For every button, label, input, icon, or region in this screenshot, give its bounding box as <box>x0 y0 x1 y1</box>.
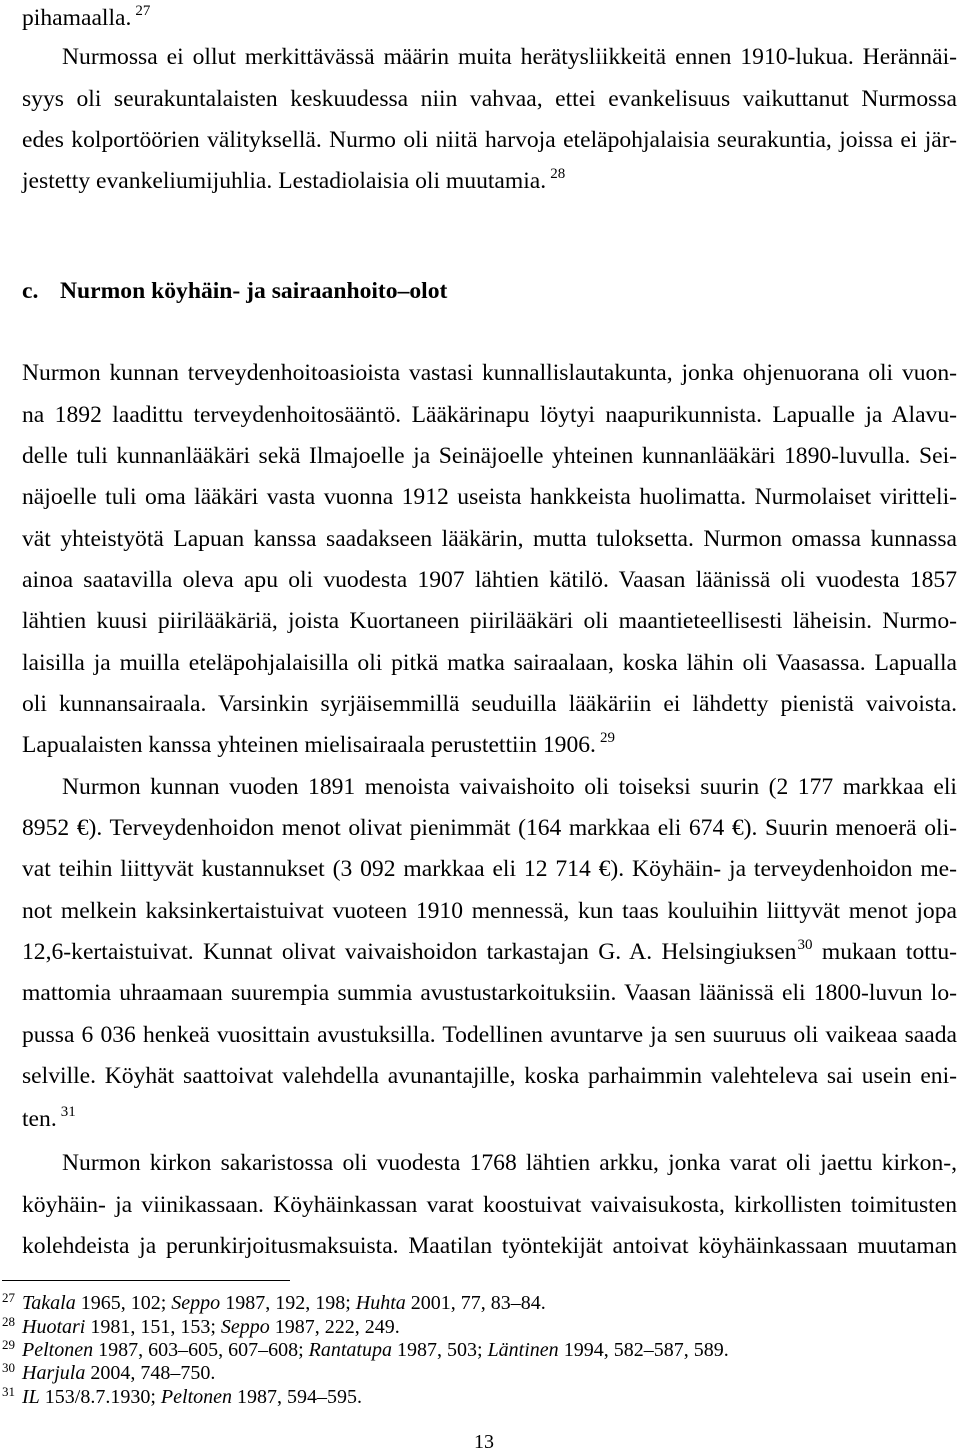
paragraph-1-line <box>22 79 957 120</box>
paragraph-2-line <box>22 436 957 477</box>
paragraph-2-line <box>22 477 957 518</box>
line-text: Nurmon kunnan terveydenhoitoasioista vastasi kunnallislautakunta, jonka ohjenuorana oli vuon- <box>22 360 957 386</box>
footnote-ref: 30 <box>797 937 813 953</box>
paragraph-4-line <box>62 1143 957 1184</box>
line-text: ten. <box>22 1106 57 1132</box>
page-number: 13 <box>474 1431 494 1453</box>
footnote-text: 1987, 192, 198; <box>220 1292 356 1314</box>
footnote-author: Takala <box>22 1292 76 1314</box>
paragraph-3-line <box>22 1099 957 1140</box>
footnote-text: 1965, 102; <box>75 1292 172 1314</box>
footnote-ref: 29 <box>599 730 615 746</box>
line-text: Nurmossa ei ollut merkittävässä määrin muita herätysliikkeitä ennen 1910-lukua. Herännäi- <box>62 44 957 70</box>
line-text: köyhäin- ja viinikassaan. Köyhäinkassan varat koostuivat vaivaisukosta, kirkollisten toimitusten <box>22 1192 957 1218</box>
footnote-author: Seppo <box>220 1316 270 1338</box>
line-text: 12,6-kertaistuivat. Kunnat olivat vaivaishoidon tarkastajan G. A. Helsingiuksen <box>22 939 797 965</box>
footnote-text: 1981, 151, 153; <box>85 1316 221 1338</box>
footnote-author: IL <box>22 1386 40 1408</box>
paragraph-3-line <box>22 849 957 890</box>
paragraph-2-line <box>22 684 957 725</box>
line-text: na 1892 laadittu terveydenhoitosääntö. Lääkärinapu löytyi naapurikunnista. Lapualle ja Alavu- <box>22 402 957 428</box>
paragraph-2-line <box>22 353 957 394</box>
line-text: selville. Köyhät saattoivat valehdella avunantajille, koska parhaimmin valehteleva sai usein eni- <box>22 1063 957 1089</box>
continued-text: pihamaalla. <box>22 5 132 31</box>
line-text: kolehdeista ja perunkirjoitusmaksuista. Maatilan työntekijät antoivat köyhäinkassaan muutaman <box>22 1233 957 1259</box>
footnote: 31 IL 153/8.7.1930; Peltonen 1987, 594–595. <box>2 1384 363 1408</box>
paragraph-3-line <box>22 891 957 932</box>
footnote-ref: 31 <box>60 1104 76 1120</box>
paragraph-1-line <box>22 161 957 202</box>
line-text: ainoa saatavilla oleva apu oli vuodesta 1907 lähtien kätilö. Vaasan läänissä oli vuodesta 1857 <box>22 567 957 593</box>
line-text: Nurmon kunnan vuoden 1891 menoista vaivaishoito oli toiseksi suurin (2 177 markkaa eli <box>62 774 957 800</box>
continued-line <box>22 0 957 36</box>
paragraph-2-line <box>22 601 957 642</box>
line-text: jestetty evankeliumijuhlia. Lestadiolaisia oli muutamia. <box>22 168 547 194</box>
line-text: vät yhteistyötä Lapuan kanssa saadakseen lääkärin, mutta tuloksetta. Nurmon omassa kunnassa <box>22 526 957 552</box>
paragraph-3-line <box>22 1056 957 1097</box>
paragraph-1-line <box>62 37 957 78</box>
paragraph-3-line <box>22 973 957 1014</box>
footnote-text: 1987, 222, 249. <box>269 1316 400 1338</box>
footnote-author: Peltonen <box>22 1339 94 1361</box>
footnote-author: Huhta <box>355 1292 406 1314</box>
footnote-text: 1987, 594–595. <box>232 1386 363 1408</box>
paragraph-1-line <box>22 120 957 161</box>
footnote-author: Peltonen <box>160 1386 233 1408</box>
footnote-ref: 27 <box>135 3 151 19</box>
footnote-ref: 28 <box>550 166 566 182</box>
footnote-text: 153/8.7.1930; <box>39 1386 161 1408</box>
footnote-separator <box>2 1280 290 1281</box>
paragraph-4-line <box>22 1226 957 1267</box>
line-text: not melkein kaksinkertaistuivat vuoteen 1910 mennessä, kun taas kouluihin liittyvät menot jopa <box>22 898 957 924</box>
line-text: mattomia uhraamaan suurempia summia avustustarkoituksiin. Vaasan läänissä eli 1800-luvun lo- <box>22 980 957 1006</box>
footnote-text: 2004, 748–750. <box>85 1362 216 1384</box>
line-text: Nurmon kirkon sakaristossa oli vuodesta 1768 lähtien arkku, jonka varat oli jaettu kirkon-, <box>62 1150 957 1176</box>
paragraph-3-line <box>62 767 957 808</box>
line-text: edes kolportöörien välityksellä. Nurmo oli niitä harvoja eteläpohjalaisia seurakuntia, joissa ei jär- <box>22 127 957 153</box>
section-title: Nurmon köyhäin- ja sairaanhoito–olot <box>60 278 448 304</box>
line-text: syys oli seurakuntalaisten keskuudessa niin vahvaa, ettei evankelisuus vaikuttanut Nurmossa <box>22 86 957 112</box>
paragraph-2-line <box>22 395 957 436</box>
footnote-author: Rantatupa <box>308 1339 392 1361</box>
line-text: pussa 6 036 henkeä vuosittain avustuksilla. Todellinen avuntarve ja sen suuruus oli vaikeaa saada <box>22 1022 957 1048</box>
footnote-author: Seppo <box>171 1292 221 1314</box>
footnote: 28 Huotari 1981, 151, 153; Seppo 1987, 222, 249. <box>2 1314 400 1338</box>
line-text: Lapualaisten kanssa yhteinen mielisairaala perustettiin 1906. <box>22 732 596 758</box>
footnote-author: Harjula <box>22 1362 86 1384</box>
line-text: 8952 €). Terveydenhoidon menot olivat pienimmät (164 markkaa eli 674 €). Suurin menoerä oli- <box>22 815 957 841</box>
section-number: c. <box>22 278 39 304</box>
footnote-text: 2001, 77, 83–84. <box>405 1292 546 1314</box>
paragraph-2-line <box>22 725 957 766</box>
line-text: laisilla ja muilla eteläpohjalaisilla oli pitkä matka sairaalaan, koska lähin oli Vaasassa. Lapualla <box>22 650 957 676</box>
paragraph-2-line <box>22 560 957 601</box>
paragraph-3-line <box>22 932 957 973</box>
footnote-text: 1987, 503; <box>392 1339 488 1361</box>
footnote-text: 1987, 603–605, 607–608; <box>93 1339 309 1361</box>
paragraph-3-line <box>22 1015 957 1056</box>
section-heading <box>22 271 957 312</box>
footnote-author: Huotari <box>22 1316 86 1338</box>
line-text: lähtien kuusi piirilääkäriä, joista Kuortaneen piirilääkäri oli maantieteellisesti läheisin. Nurmo- <box>22 608 957 634</box>
footnote-text: 1994, 582–587, 589. <box>558 1339 729 1361</box>
footnote: 27 Takala 1965, 102; Seppo 1987, 192, 198; Huhta 2001, 77, 83–84. <box>2 1290 546 1314</box>
paragraph-4-line <box>22 1185 957 1226</box>
line-text: näjoelle tuli oma lääkäri vasta vuonna 1912 useista hankkeista huolimatta. Nurmolaiset viritteli- <box>22 484 957 510</box>
paragraph-2-line <box>22 519 957 560</box>
paragraph-3-line <box>22 808 957 849</box>
line-text: oli kunnansairaala. Varsinkin syrjäisemmillä seuduilla lääkäriin ei lähdetty pienistä vaivoista. <box>22 691 957 717</box>
line-text: vat teihin liittyvät kustannukset (3 092 markkaa eli 12 714 €). Köyhäin- ja terveydenhoidon me- <box>22 856 957 882</box>
line-text: delle tuli kunnanlääkäri sekä Ilmajoelle ja Seinäjoelle yhteinen kunnanlääkäri 1890-luvulla. Sei- <box>22 443 957 469</box>
footnote-author: Läntinen <box>487 1339 559 1361</box>
footnote: 29 Peltonen 1987, 603–605, 607–608; Rantatupa 1987, 503; Läntinen 1994, 582–587, 589. <box>2 1337 729 1361</box>
footnote: 30 Harjula 2004, 748–750. <box>2 1360 216 1384</box>
line-text: mukaan tottu- <box>821 939 958 965</box>
paragraph-2-line <box>22 643 957 684</box>
